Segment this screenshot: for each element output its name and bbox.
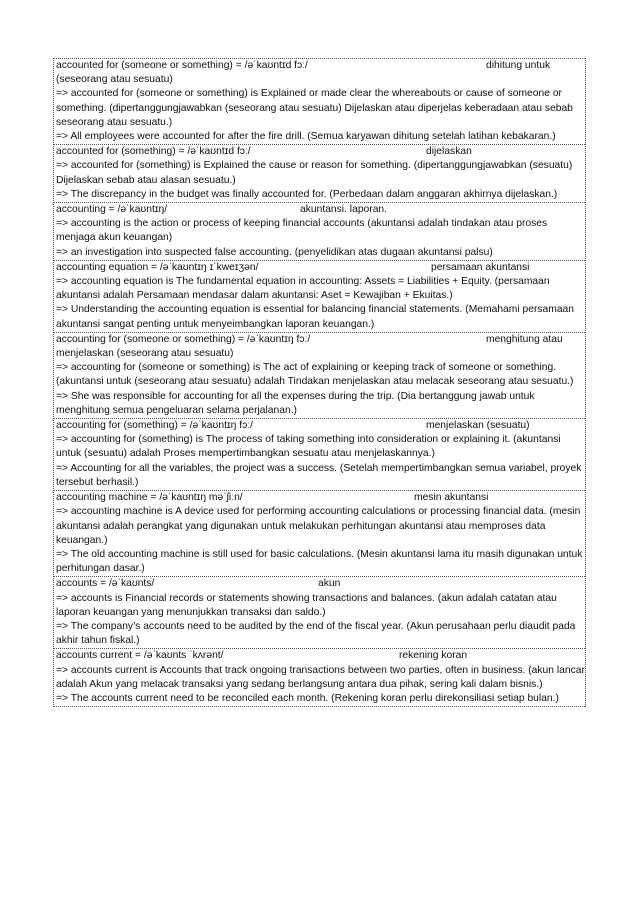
entry-term-pronunciation: accounting equation = /əˈkaʊntɪŋ ɪˈkweɪʒən/ — [56, 261, 259, 273]
entry-definitions — [56, 361, 585, 418]
entry-definitions — [56, 505, 585, 576]
entry-headword — [56, 145, 585, 159]
entry-headword — [56, 59, 585, 73]
entry-definitions — [56, 592, 585, 649]
entry-definition-line: => accounting for (something) is The process of taking something into consideration or explaining it. (akuntansi untuk (sesuatu) adalah Proses mempertimbangkan sesuatu atau menjelaskannya.) — [56, 434, 561, 460]
dictionary-page — [53, 58, 586, 707]
entry-translation-continued: (seseorang atau sesuatu) — [56, 74, 173, 86]
entry-term-pronunciation: accounts current = /əˈkaʊnts ˈkʌrənt/ — [56, 650, 224, 662]
entry-headword — [56, 419, 585, 433]
entry-definition-line: => accounted for (someone or something) is Explained or made clear the whereabouts or cause of someone or something. (dipertanggungjawabkan (seseorang atau sesuatu) Dijelaskan atau diperjelas keberadaan atau sebab seseorang atau sesuatu.) — [56, 88, 573, 128]
entry-definition-line: => accounts current is Accounts that track ongoing transactions between two parties, often in business. (akun lancar adalah Akun yang melacak transaksi yang sedang berlangsung antara dua pihak, sering kali dalam bisnis.) — [56, 664, 585, 690]
entry-term-pronunciation: accounted for (someone or something) = /əˈkaʊntɪd fɔː/ — [56, 60, 308, 71]
entry-translation: persamaan akuntansi — [431, 261, 530, 273]
entry-translation: rekening koran — [399, 650, 468, 662]
entry-translation: dihitung untuk — [486, 60, 551, 71]
entry-term-pronunciation: accounts = /əˈkaʊnts/ — [56, 578, 155, 590]
dictionary-entry — [54, 577, 585, 649]
dictionary-entry — [54, 145, 585, 203]
dictionary-entry — [54, 419, 585, 491]
entry-headword — [56, 261, 585, 275]
entry-definitions — [56, 433, 585, 490]
entry-definition-line: => accounting for (someone or something) is The act of explaining or keeping track of someone or something. (akuntansi untuk (seseorang atau sesuatu) adalah Tindakan menjelaskan atau melacak seseorang atau sesuatu.) — [56, 362, 574, 388]
entry-term-pronunciation: accounting = /əˈkaʊntɪŋ/ — [56, 204, 168, 216]
entry-definition-line: => Accounting for all the variables, the project was a success. (Setelah mempertimbangkan semua variabel, proyek tersebut berhasil.) — [56, 462, 582, 488]
entry-definition-line: => She was responsible for accounting for all the expenses during the trip. (Dia bertanggung jawab untuk menghitung semua pengeluaran selama perjalanan.) — [56, 390, 535, 416]
entry-definition-line: => accounted for (something) is Explained the cause or reason for something. (dipertanggungjawabkan (sesuatu) Dijelaskan sebab atau alasan sesuatu.) — [56, 160, 573, 186]
entry-term-pronunciation: accounting for (someone or something) = /əˈkaʊntɪŋ fɔː/ — [56, 333, 311, 345]
entry-term-pronunciation: accounting for (something) = /əˈkaʊntɪŋ fɔː/ — [56, 420, 253, 432]
entry-translation: mesin akuntansi — [414, 492, 489, 504]
entry-headword — [56, 649, 585, 663]
entry-headword — [56, 203, 585, 217]
entry-definition-line: => The company’s accounts need to be audited by the end of the fiscal year. (Akun perusahaan perlu diaudit pada akhir tahun fiskal.) — [56, 620, 576, 647]
dictionary-entry — [54, 58, 585, 145]
entry-definition-line: => accounting machine is A device used for performing accounting calculations or processing financial data. (mesin akuntansi adalah perangkat yang digunakan untuk melakukan perhitungan akuntansi atau memproses data keuangan.) — [56, 506, 581, 546]
dictionary-entry — [54, 261, 585, 333]
entry-translation: akuntansi. laporan. — [300, 204, 388, 216]
entry-term-pronunciation: accounting machine = /əˈkaʊntɪŋ məˈʃiːn/ — [56, 492, 243, 504]
entry-definition-line: => The discrepancy in the budget was finally accounted for. (Perbedaan dalam anggaran akhirnya dijelaskan.) — [56, 188, 558, 200]
entry-definition-line: => The old accounting machine is still used for basic calculations. (Mesin akuntansi lama itu masih digunakan untuk perhitungan dasar.) — [56, 548, 583, 575]
dictionary-entry — [54, 203, 585, 261]
entry-definition-line: => accounts is Financial records or statements showing transactions and balances. (akun adalah catatan atau laporan keuangan yang menunjukkan transaksi dan saldo.) — [56, 592, 557, 618]
entry-term-pronunciation: accounted for (something) = /əˈkaʊntɪd fɔː/ — [56, 146, 251, 158]
entry-definitions — [56, 664, 585, 707]
entry-definitions — [56, 87, 585, 144]
dictionary-entry — [54, 333, 585, 419]
entry-translation-continued: menjelaskan (seseorang atau sesuatu) — [56, 348, 234, 360]
dictionary-entry — [54, 491, 585, 577]
entry-translation: menghitung atau — [486, 333, 563, 345]
dictionary-entry — [54, 649, 585, 707]
entry-translation: akun — [318, 578, 341, 590]
entry-definitions — [56, 275, 585, 332]
entry-headword — [56, 333, 585, 347]
entry-definitions — [56, 159, 585, 202]
entry-translation: dijelaskan — [426, 146, 472, 158]
entry-definition-line: => accounting is the action or process of keeping financial accounts (akuntansi adalah tindakan atau proses menjaga akun keuangan) — [56, 218, 548, 244]
entry-translation: menjelaskan (sesuatu) — [426, 420, 530, 432]
entry-headword — [56, 491, 585, 505]
entry-definition-line: => accounting equation is The fundamental equation in accounting: Assets = Liabilities + Equity. (persamaan akuntansi adalah Persamaan mendasar dalam akuntansi: Aset = Kewajiban + Ekuitas.) — [56, 276, 550, 302]
entry-list — [54, 58, 585, 707]
entry-definition-line: => All employees were accounted for after the fire drill. (Semua karyawan dihitung setelah latihan kebakaran.) — [56, 131, 556, 143]
entry-definition-line: => an investigation into suspected false accounting. (penyelidikan atas dugaan akuntansi palsu) — [56, 246, 493, 258]
entry-definitions — [56, 217, 585, 260]
entry-definition-line: => Understanding the accounting equation is essential for balancing financial statements. (Memahami persamaan akuntansi sangat penting untuk menyeimbangkan laporan keuangan.) — [56, 304, 575, 330]
entry-definition-line: => The accounts current need to be reconciled each month. (Rekening koran perlu direkonsiliasi setiap bulan.) — [56, 692, 559, 704]
entry-headword — [56, 577, 585, 591]
